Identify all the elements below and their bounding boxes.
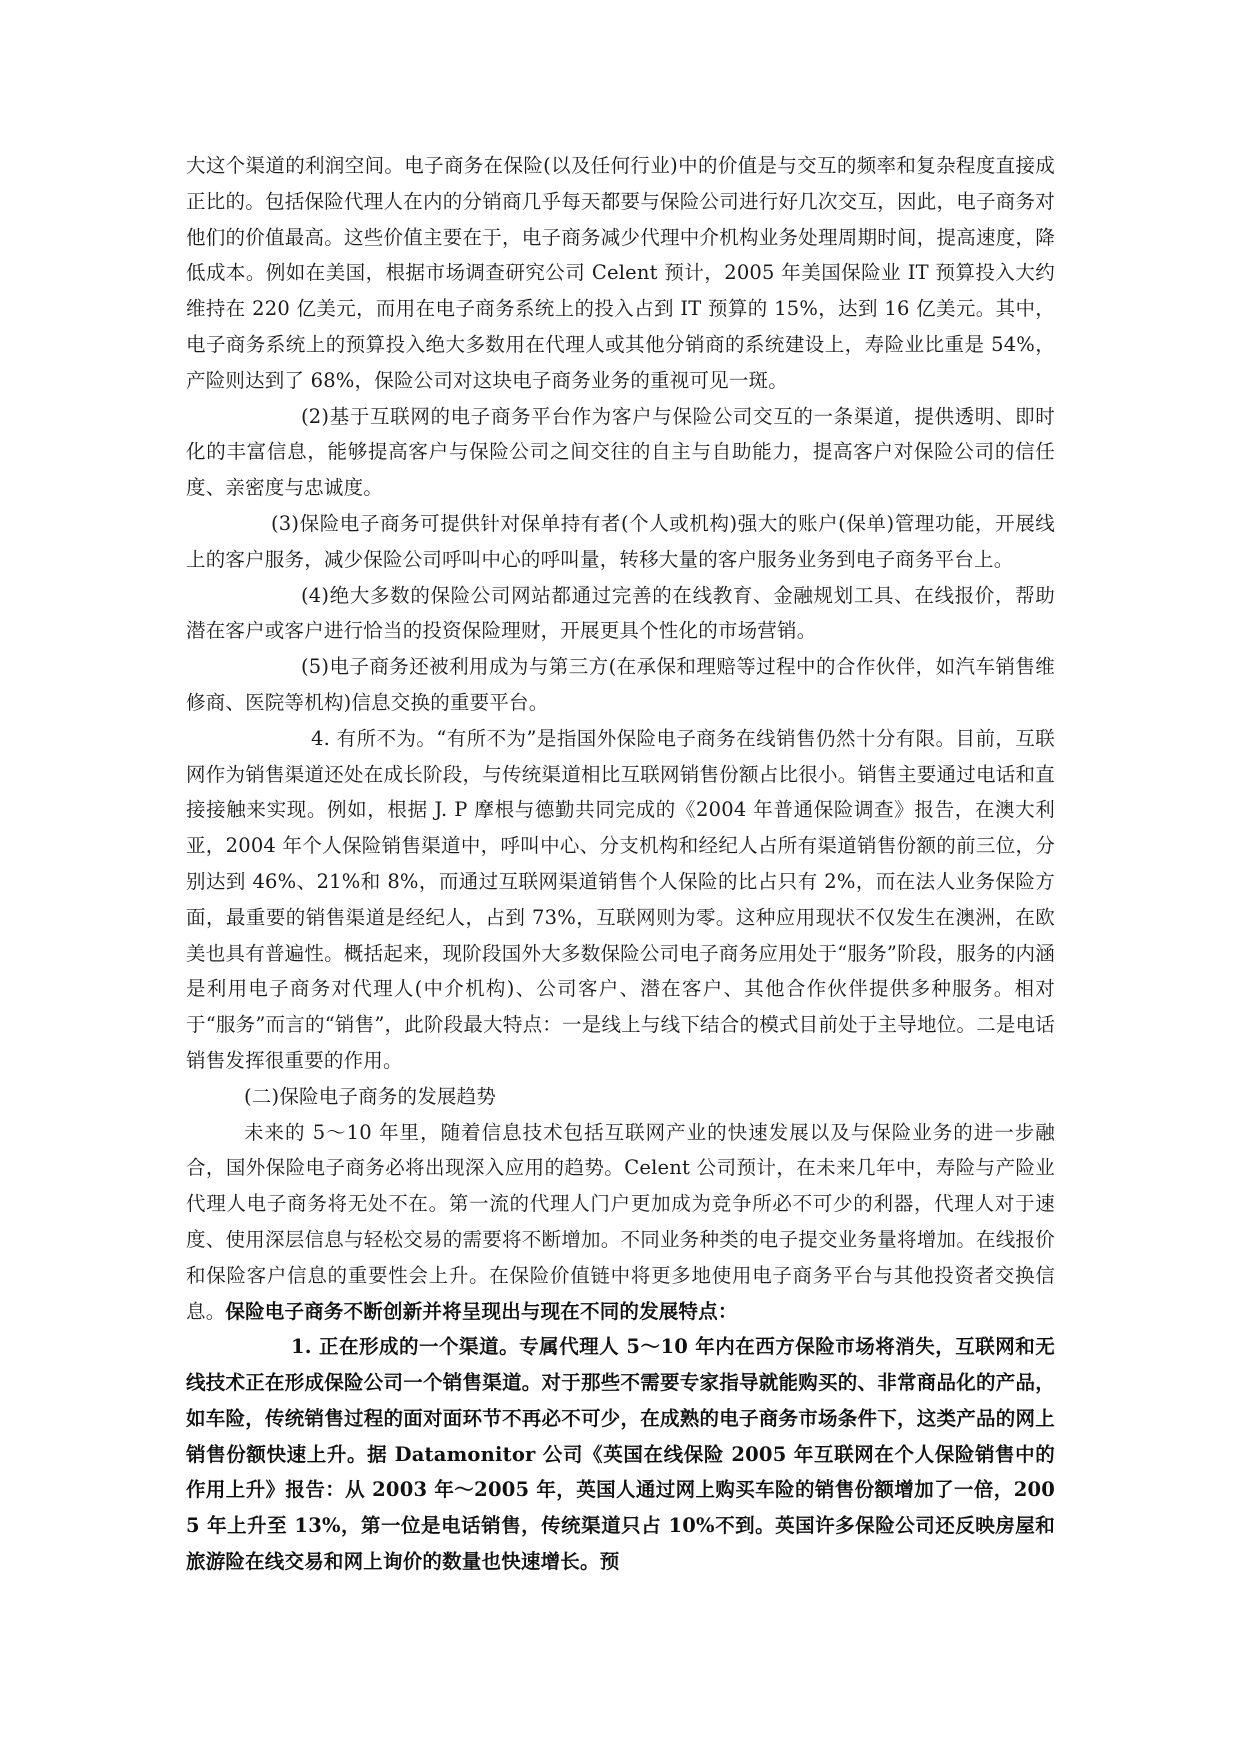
section-heading-trends: (二)保险电子商务的发展趋势 [244,1084,497,1108]
paragraph-point-5: (5)电子商务还被利用成为与第三方(在承保和理赔等过程中的合作伙伴，如汽车销售维修商、医院等机构)信息交换的重要平台。 [186,655,1055,714]
paragraph-point-2: (2)基于互联网的电子商务平台作为客户与保险公司交互的一条渠道，提供透明、即时化的丰富信息，能够提高客户与保险公司之间交往的自主与自助能力，提高客户对保险公司的信任度、亲密度与忠诚度。 [186,404,1055,500]
paragraph-profit-space: 大这个渠道的利润空间。电子商务在保险(以及任何行业)中的价值是与交互的频率和复杂程度直接成正比的。包括保险代理人在内的分销商几乎每天都要与保险公司进行好几次交互，因此，电子商务对他们的价值最高。这些价值主要在于，电子商务减少代理中介机构业务处理周期时间，提高速度，降低成本。例如在美国，根据市场调查研究公司 Celent 预计，2005 年美国保险业 IT 预算投入大约维持在 220 亿美元，而用在电子商务系统上的投入占到 IT 预算的 15%，达到 16 亿美元。其中，电子商务系统上的预算投入绝大多数用在代理人或其他分销商的系统建设上，寿险业比重是 54%，产险则达到了 68%，保险公司对这块电子商务业务的重视可见一斑。 [186,154,1055,392]
paragraph-future-trends [186,1115,1055,1330]
paragraph-section-4: 4. 有所不为。“有所不为”是指国外保险电子商务在线销售仍然十分有限。目前，互联网作为销售渠道还处在成长阶段，与传统渠道相比互联网销售份额占比很小。销售主要通过电话和直接接触来实现。例如，根据 J. P 摩根与德勤共同完成的《2004 年普通保险调查》报告，在澳大利亚，2004 年个人保险销售渠道中，呼叫中心、分支机构和经纪人占所有渠道销售份额的前三位，分别达到 46%、21%和 8%，而通过互联网渠道销售个人保险的比占只有 2%，而在法人业务保险方面，最重要的销售渠道是经纪人，占到 73%，互联网则为零。这种应用现状不仅发生在澳洲，在欧美也具有普遍性。概括起来，现阶段国外大多数保险公司电子商务应用处于“服务”阶段，服务的内涵是利用电子商务对代理人(中介机构)、公司客户、潜在客户、其他合作伙伴提供多种服务。相对于“服务”而言的“销售”，此阶段最大特点：一是线上与线下结合的模式目前处于主导地位。二是电话销售发挥很重要的作用。 [186,726,1055,1072]
paragraph-point-3: (3)保险电子商务可提供针对保单持有者(个人或机构)强大的账户(保单)管理功能，开展线上的客户服务，减少保险公司呼叫中心的呼叫量，转移大量的客户服务业务到电子商务平台上。 [186,511,1055,571]
future-trends-bold-text: 保险电子商务不断创新并将呈现出与现在不同的发展特点： [225,1299,738,1323]
paragraph-point-4: (4)绝大多数的保险公司网站都通过完善的在线教育、金融规划工具、在线报价，帮助潜在客户或客户进行恰当的投资保险理财，开展更具个性化的市场营销。 [186,583,1055,643]
paragraph-emerging-channel: 1. 正在形成的一个渠道。专属代理人 5～10 年内在西方保险市场将消失，互联网和无线技术正在形成保险公司一个销售渠道。对于那些不需要专家指导就能购买的、非常商品化的产品，如车险，传统销售过程的面对面环节不再必不可少，在成熟的电子商务市场条件下，这类产品的网上销售份额快速上升。据 Datamonitor 公司《英国在线保险 2005 年互联网在个人保险销售中的作用上升》报告：从 2003 年～2005 年，英国人通过网上购买车险的销售份额增加了一倍，2005 年上升至 13%，第一位是电话销售，传统渠道只占 10%不到。英国许多保险公司还反映房屋和旅游险在线交易和网上询价的数量也快速增长。预 [186,1335,1055,1574]
document-body [186,148,1055,1580]
future-trends-text: 未来的 5～10 年里，随着信息技术包括互联网产业的快速发展以及与保险业务的进一步融合，国外保险电子商务必将出现深入应用的趋势。Celent 公司预计，在未来几年中，寿险与产险业代理人电子商务将无处不在。第一流的代理人门户更加成为竞争所必不可少的利器，代理人对于速度、使用深层信息与轻松交易的需要将不断增加。不同业务种类的电子提交业务量将增加。在线报价和保险客户信息的重要性会上升。在保险价值链中将更多地使用电子商务平台与其他投资者交换信息。 [186,1120,1055,1323]
